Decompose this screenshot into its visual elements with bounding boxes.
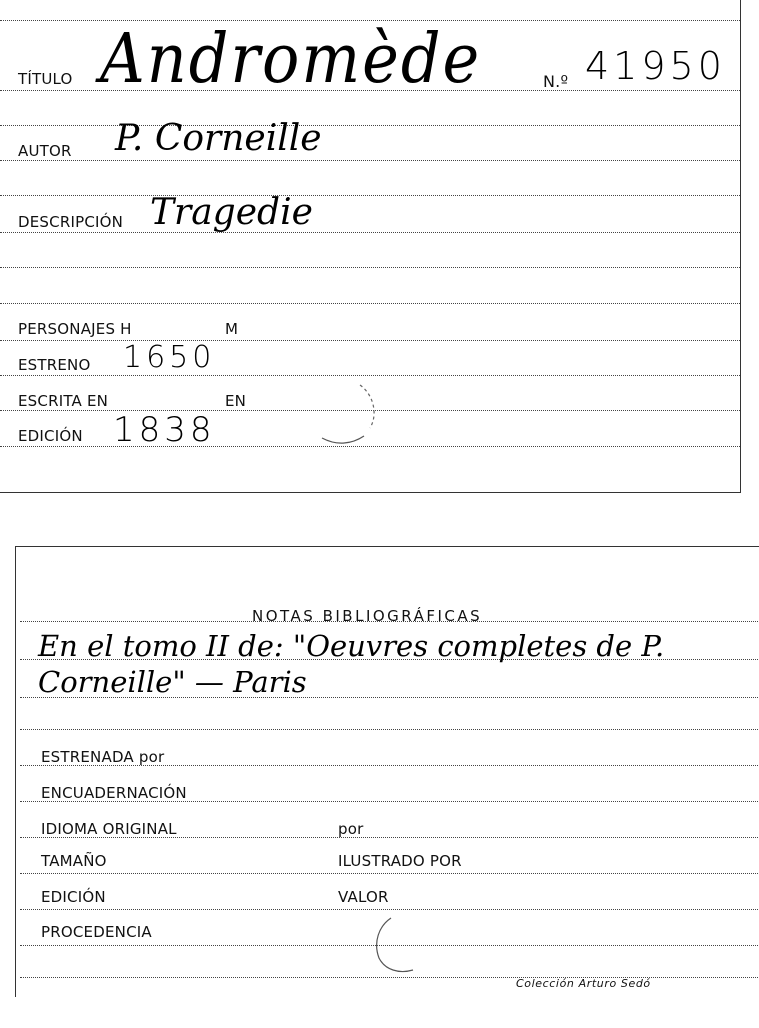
premiered-by-label: ESTRENADA por — [41, 748, 165, 766]
size-label: TAMAÑO — [41, 852, 107, 870]
dotted-rule — [0, 340, 740, 341]
stamp-mark — [361, 912, 431, 977]
premiere-label: ESTRENO — [18, 356, 91, 374]
title-label: TÍTULO — [18, 70, 73, 88]
original-language-label: IDIOMA ORIGINAL — [41, 820, 177, 838]
back-edition-label: EDICIÓN — [41, 888, 106, 906]
dotted-rule — [0, 160, 740, 161]
notes-line-2: Corneille" — Paris — [38, 665, 307, 699]
description-value: Tragedie — [150, 192, 313, 233]
collection-footer: Colección Arturo Sedó — [516, 977, 651, 990]
translated-by-label: por — [338, 820, 364, 838]
binding-label: ENCUADERNACIÓN — [41, 784, 187, 802]
notes-line-1: En el tomo II de: "Oeuvres completes de P. — [38, 629, 665, 663]
author-label: AUTOR — [18, 142, 72, 160]
dotted-rule — [20, 729, 759, 730]
written-in-label: ESCRITA EN — [18, 392, 109, 410]
characters-label: PERSONAJES H — [18, 320, 132, 338]
premiere-value: 1650 — [123, 340, 216, 375]
dotted-rule — [0, 375, 740, 376]
author-value: P. Corneille — [115, 118, 322, 159]
number-value: 41950 — [585, 44, 726, 88]
description-label: DESCRIPCIÓN — [18, 213, 124, 231]
dotted-rule — [0, 303, 740, 304]
edition-label: EDICIÓN — [18, 427, 83, 445]
number-label: N.º — [543, 72, 569, 91]
dotted-rule — [20, 873, 759, 874]
illustrated-by-label: ILUSTRADO POR — [338, 852, 462, 870]
written-en-label: EN — [225, 392, 247, 410]
dotted-rule — [0, 267, 740, 268]
dotted-rule — [0, 232, 740, 233]
dotted-rule — [20, 909, 759, 910]
edition-value: 1838 — [113, 410, 216, 450]
characters-female-label: M — [225, 320, 239, 338]
dotted-rule — [0, 195, 740, 196]
title-value: Andromède — [100, 18, 482, 99]
catalog-card-front — [0, 0, 741, 493]
value-label: VALOR — [338, 888, 389, 906]
stamp-mark — [312, 380, 382, 450]
dotted-rule — [0, 125, 740, 126]
provenance-label: PROCEDENCIA — [41, 923, 152, 941]
notes-header: NOTAS BIBLIOGRÁFICAS — [252, 607, 483, 625]
catalog-card-back — [15, 546, 759, 997]
